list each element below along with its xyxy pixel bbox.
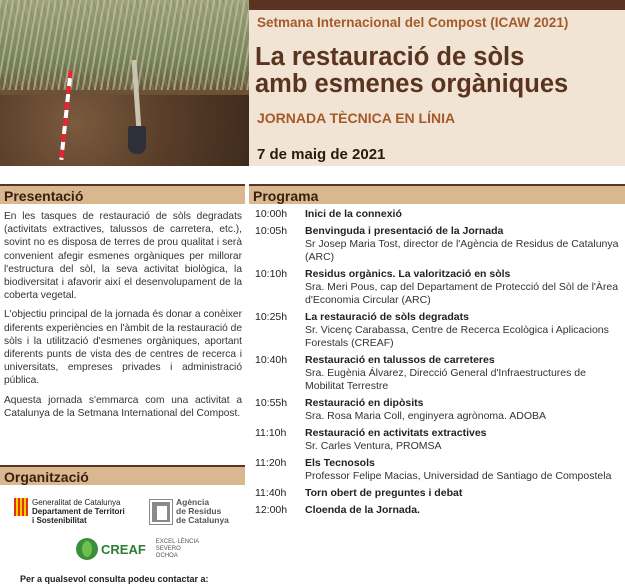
gencat-logo <box>14 498 125 525</box>
gencat-department: Departament de Territori <box>32 507 125 516</box>
program-list <box>255 208 621 521</box>
soil-area <box>0 95 249 166</box>
program-item <box>255 397 621 423</box>
program-time: 10:55h <box>255 397 288 409</box>
program-speaker: Sr. Vicenç Carabassa, Centre de Recerca Ecològica i Aplicacions Forestals (CREAF) <box>305 324 609 349</box>
title-line-2: amb esmenes orgàniques <box>255 70 569 98</box>
presentation-paragraph: L'objectiu principal de la jornada és donar a conèixer diferents experiències en l'àmbit de la restauració de sòls i la utilització d'esmenes orgàniques, aportant diferents punts de vista des de centres de recerca i universitats, empreses privades i administració pública. <box>4 309 242 387</box>
event-date: 7 de maig de 2021 <box>257 146 386 163</box>
senyera-icon <box>14 498 28 516</box>
program-item <box>255 208 621 221</box>
header-topbar <box>249 0 625 10</box>
gencat-department-2: i Sostenibilitat <box>32 516 87 525</box>
badge-line-2: SEVERO <box>155 545 181 552</box>
program-title: Benvinguda i presentació de la Jornada <box>305 225 504 237</box>
program-speaker: Sra. Eugènia Álvarez, Direcció General d'Infraestructures de Mobilitat Terrestre <box>305 367 586 392</box>
creaf-leaf-icon <box>76 538 98 560</box>
program-title: Restauració en activitats extractives <box>305 427 487 439</box>
title-line-1: La restauració de sòls <box>255 43 525 71</box>
organization-logos <box>0 490 245 584</box>
section-program: Programa <box>249 184 625 204</box>
program-item <box>255 225 621 264</box>
program-item <box>255 427 621 453</box>
badge-line-3: OCHOA <box>155 552 178 559</box>
program-item <box>255 311 621 350</box>
program-time: 12:00h <box>255 504 288 516</box>
presentation-paragraph: En les tasques de restauració de sòls degradats (activitats extractives, talussos de carretera, etc.), sovint no es disposa de terres de prou qualitat i serà convenient afegir esmenes orgàniques per millorar l'estructura del sòl, la seva activitat biològica, la biodiversitat i afavorir així el desenvolupament de la coberta vegetal. <box>4 211 242 302</box>
gencat-name: Generalitat de Catalunya <box>32 498 121 507</box>
program-item <box>255 487 621 500</box>
program-time: 10:10h <box>255 268 288 280</box>
program-speaker: Sr. Carles Ventura, PROMSA <box>305 440 442 452</box>
event-name: Setmana Internacional del Compost (ICAW 2021) <box>257 15 569 30</box>
badge-line-1: EXCEL·LÈNCIA <box>155 538 200 545</box>
program-speaker: Professor Felipe Macias, Universidad de Santiago de Compostela <box>305 470 612 482</box>
agencia-line-3: de Catalunya <box>176 515 229 525</box>
program-title: La restauració de sòls degradats <box>305 311 469 323</box>
program-item <box>255 268 621 307</box>
program-time: 10:05h <box>255 225 288 237</box>
agencia-line-1: Agència <box>176 497 210 507</box>
program-time: 10:40h <box>255 354 288 366</box>
program-time: 11:10h <box>255 427 287 439</box>
program-title: Restauració en dipòsits <box>305 397 424 409</box>
section-organization: Organització <box>0 465 245 485</box>
main-title <box>255 44 568 98</box>
program-title: Torn obert de preguntes i debat <box>305 487 463 499</box>
program-item <box>255 504 621 517</box>
program-title: Residus orgànics. La valorització en sòls <box>305 268 511 280</box>
agencia-logo <box>150 498 229 525</box>
program-time: 10:00h <box>255 208 288 220</box>
program-speaker: Sra. Rosa Maria Coll, enginyera agrònoma. ADOBA <box>305 410 547 422</box>
program-speaker: Sra. Meri Pous, cap del Departament de Protecció del Sòl de l'Àrea d'Economia Circular (ARC) <box>305 281 619 306</box>
header-panel <box>249 0 625 166</box>
program-title: Restauració en talussos de carreteres <box>305 354 495 366</box>
program-item <box>255 457 621 483</box>
program-time: 11:20h <box>255 457 287 469</box>
grass-area <box>0 0 249 90</box>
agencia-icon <box>150 500 172 524</box>
shovel-blade <box>128 126 146 154</box>
contact-note: Per a qualsevol consulta podeu contactar a: <box>20 574 209 584</box>
subtitle: JORNADA TÈCNICA EN LÍNIA <box>257 110 456 126</box>
program-title: Inici de la connexió <box>305 208 402 220</box>
program-item <box>255 354 621 393</box>
program-speaker: Sr Josep Maria Tost, director de l'Agència de Residus de Catalunya (ARC) <box>305 238 619 263</box>
program-time: 10:25h <box>255 311 288 323</box>
program-title: Els Tecnosols <box>305 457 375 469</box>
program-title: Cloenda de la Jornada. <box>305 504 420 516</box>
presentation-text <box>4 210 242 426</box>
creaf-name: CREAF <box>101 541 146 557</box>
program-time: 11:40h <box>255 487 287 499</box>
header-photo <box>0 0 249 166</box>
creaf-logo <box>76 538 199 560</box>
agencia-line-2: de Residus <box>176 506 222 516</box>
section-presentation: Presentació <box>0 184 245 204</box>
severo-ochoa-badge <box>156 539 199 560</box>
presentation-paragraph: Aquesta jornada s'emmarca com una activitat a Catalunya de la Setmana International del Compost. <box>4 394 242 419</box>
